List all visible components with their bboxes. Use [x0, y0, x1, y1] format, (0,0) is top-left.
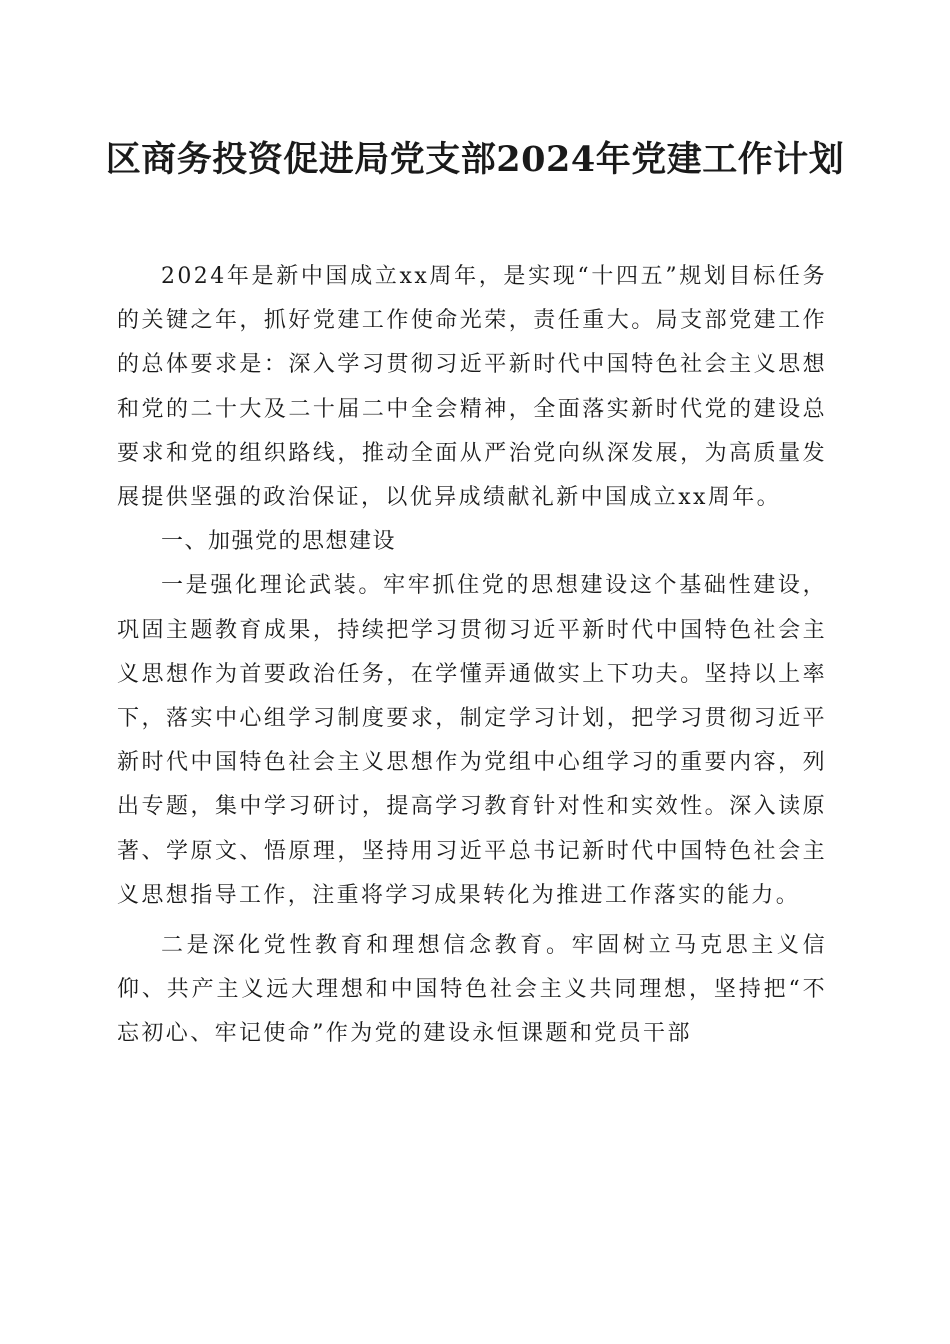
section-heading-1: 一、加强党的思想建设	[161, 529, 397, 555]
item-2-paragraph	[117, 924, 827, 1057]
item-2-text: 牢固树立马克思主义信仰、共产主义远大理想和中国特色社会主义共同理想，坚持把“不忘初心、牢记使命”作为党的建设永恒课题和党员干部	[117, 933, 827, 1047]
item-2-lead: 二是深化党性教育和理想信念教育。	[161, 933, 572, 959]
document-body	[117, 255, 827, 1057]
document-title: 区商务投资促进局党支部2024年党建工作计划	[105, 139, 845, 180]
item-1-lead: 一是强化理论武装。	[161, 573, 384, 599]
intro-paragraph: 2024年是新中国成立xx周年，是实现“十四五”规划目标任务的关键之年，抓好党建工作使命光荣，责任重大。局支部党建工作的总体要求是：深入学习贯彻习近平新时代中国特色社会主义思想和党的二十大及二十届二中全会精神，全面落实新时代党的建设总要求和党的组织路线，推动全面从严治党向纵深发展，为高质量发展提供坚强的政治保证，以优异成绩献礼新中国成立xx周年。	[117, 264, 827, 511]
item-1-paragraph	[117, 564, 827, 918]
item-1-text: 牢牢抓住党的思想建设这个基础性建设，巩固主题教育成果，持续把学习贯彻习近平新时代中国特色社会主义思想作为首要政治任务，在学懂弄通做实上下功夫。坚持以上率下，落实中心组学习制度要求，制定学习计划，把学习贯彻习近平新时代中国特色社会主义思想作为党组中心组学习的重要内容，列出专题，集中学习研讨，提高学习教育针对性和实效性。深入读原著、学原文、悟原理，坚持用习近平总书记新时代中国特色社会主义思想指导工作，注重将学习成果转化为推进工作落实的能力。	[117, 573, 827, 908]
